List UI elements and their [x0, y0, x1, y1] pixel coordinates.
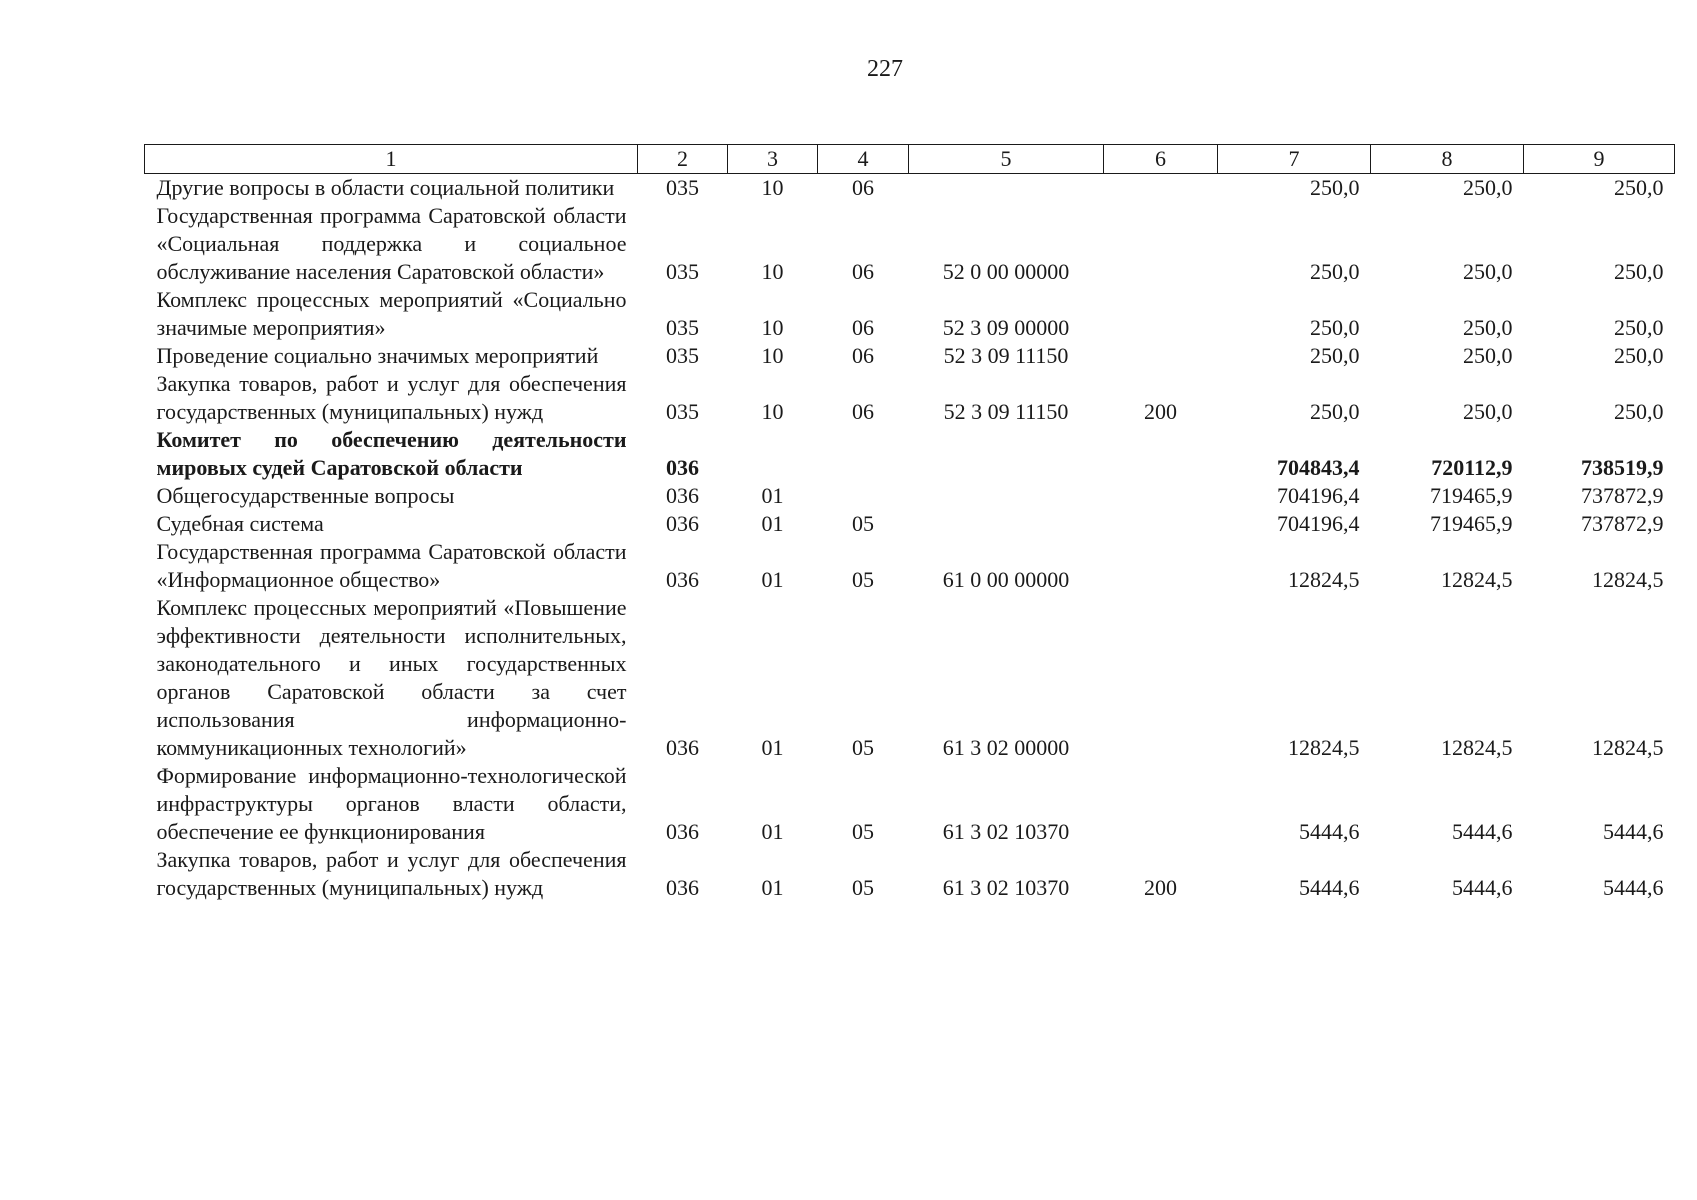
row-subsection: 05	[852, 567, 874, 592]
row-amount-year-3: 250,0	[1614, 399, 1664, 424]
table-header-row	[145, 145, 1675, 174]
row-name: Другие вопросы в области социальной политики	[156, 175, 615, 200]
row-ved-code: 036	[666, 819, 699, 844]
row-target-item	[909, 510, 1104, 538]
table-row	[145, 762, 1675, 846]
row-subsection: 06	[852, 259, 874, 284]
row-amount-year-2: 5444,6	[1452, 875, 1513, 900]
row-name: Государственная программа Саратовской области «Социальная поддержка и социальное обслуживание населения Саратовской области»	[156, 203, 627, 284]
row-target-item: 52 3 09 11150	[943, 399, 1069, 424]
header-col-3: 3	[728, 145, 818, 174]
row-section: 10	[761, 315, 784, 340]
row-expense-type	[1104, 174, 1218, 203]
row-subsection: 05	[852, 875, 874, 900]
row-subsection: 05	[852, 819, 874, 844]
row-amount-year-3: 250,0	[1614, 315, 1664, 340]
row-amount-year-3: 12824,5	[1592, 735, 1664, 760]
row-target-item: 52 0 00 00000	[942, 259, 1070, 284]
table-row	[145, 174, 1675, 203]
row-expense-type	[1104, 426, 1218, 482]
row-section	[728, 426, 818, 482]
header-col-6: 6	[1104, 145, 1218, 174]
row-ved-code: 036	[666, 735, 699, 760]
row-target-item: 61 0 00 00000	[942, 567, 1070, 592]
row-name: Судебная система	[156, 511, 324, 536]
row-section: 01	[761, 567, 784, 592]
row-expense-type	[1104, 342, 1218, 370]
row-amount-year-1: 250,0	[1310, 175, 1360, 200]
row-expense-type: 200	[1144, 875, 1177, 900]
row-expense-type	[1104, 594, 1218, 762]
row-amount-year-2: 250,0	[1463, 343, 1513, 368]
row-name: Проведение социально значимых мероприятий	[156, 343, 599, 368]
row-target-item: 61 3 02 10370	[942, 819, 1070, 844]
row-amount-year-1: 704196,4	[1277, 483, 1360, 508]
table-row	[145, 370, 1675, 426]
row-amount-year-2: 5444,6	[1452, 819, 1513, 844]
row-amount-year-3: 737872,9	[1581, 483, 1664, 508]
row-target-item: 52 3 09 11150	[943, 343, 1069, 368]
row-expense-type: 200	[1144, 399, 1177, 424]
row-amount-year-2: 719465,9	[1430, 483, 1513, 508]
row-amount-year-1: 250,0	[1310, 343, 1360, 368]
header-col-7: 7	[1218, 145, 1371, 174]
row-section: 10	[761, 343, 784, 368]
row-subsection: 06	[852, 343, 874, 368]
row-target-item	[909, 426, 1104, 482]
header-col-1: 1	[145, 145, 638, 174]
row-amount-year-3: 12824,5	[1592, 567, 1664, 592]
row-name: Комитет по обеспечению деятельности мировых судей Саратовской области	[156, 427, 627, 480]
row-name: Закупка товаров, работ и услуг для обеспечения государственных (муниципальных) нужд	[156, 847, 627, 900]
row-amount-year-1: 12824,5	[1288, 735, 1360, 760]
row-section: 10	[761, 175, 784, 200]
row-subsection: 06	[852, 399, 874, 424]
row-expense-type	[1104, 482, 1218, 510]
row-subsection: 05	[852, 511, 874, 536]
row-ved-code: 035	[666, 399, 699, 424]
row-amount-year-3: 250,0	[1614, 259, 1664, 284]
row-amount-year-1: 5444,6	[1299, 875, 1360, 900]
table-row	[145, 426, 1675, 482]
table-row	[145, 510, 1675, 538]
row-name: Комплекс процессных мероприятий «Социально значимые мероприятия»	[156, 287, 627, 340]
row-name: Комплекс процессных мероприятий «Повышение эффективности деятельности исполнительных, законодательного и иных государственных органов Саратовской области за счет использования информационно-коммуникационных технологий»	[156, 595, 627, 760]
header-col-9: 9	[1524, 145, 1675, 174]
row-amount-year-3: 737872,9	[1581, 511, 1664, 536]
row-section: 01	[761, 735, 784, 760]
table-body	[145, 174, 1675, 903]
row-ved-code: 035	[666, 175, 699, 200]
row-subsection: 05	[852, 735, 874, 760]
row-section: 01	[761, 819, 784, 844]
row-amount-year-1: 704843,4	[1277, 455, 1360, 480]
table-row	[145, 286, 1675, 342]
row-name: Формирование информационно-технологической инфраструктуры органов власти области, обеспечение ее функционирования	[156, 763, 627, 844]
budget-table	[144, 144, 1675, 902]
row-amount-year-3: 250,0	[1614, 343, 1664, 368]
row-expense-type	[1104, 762, 1218, 846]
row-name: Государственная программа Саратовской области «Информационное общество»	[156, 539, 627, 592]
row-expense-type	[1104, 202, 1218, 286]
row-subsection	[818, 482, 909, 510]
row-amount-year-2: 12824,5	[1441, 567, 1513, 592]
row-ved-code: 035	[666, 343, 699, 368]
table-row	[145, 202, 1675, 286]
table-row	[145, 342, 1675, 370]
table-row	[145, 482, 1675, 510]
row-amount-year-1: 250,0	[1310, 399, 1360, 424]
row-target-item	[909, 174, 1104, 203]
row-amount-year-2: 250,0	[1463, 399, 1513, 424]
row-amount-year-2: 250,0	[1463, 175, 1513, 200]
row-subsection: 06	[852, 315, 874, 340]
row-amount-year-3: 738519,9	[1581, 455, 1664, 480]
row-amount-year-1: 250,0	[1310, 315, 1360, 340]
row-amount-year-1: 5444,6	[1299, 819, 1360, 844]
row-amount-year-2: 12824,5	[1441, 735, 1513, 760]
row-ved-code: 036	[666, 875, 699, 900]
row-target-item: 61 3 02 10370	[942, 875, 1070, 900]
row-ved-code: 036	[666, 483, 699, 508]
row-amount-year-2: 719465,9	[1430, 511, 1513, 536]
row-section: 10	[761, 259, 784, 284]
header-col-5: 5	[909, 145, 1104, 174]
row-section: 01	[761, 875, 784, 900]
row-ved-code: 035	[666, 315, 699, 340]
row-ved-code: 036	[666, 455, 699, 480]
header-col-4: 4	[818, 145, 909, 174]
row-expense-type	[1104, 286, 1218, 342]
header-col-8: 8	[1371, 145, 1524, 174]
row-section: 10	[761, 399, 784, 424]
row-amount-year-2: 250,0	[1463, 315, 1513, 340]
row-amount-year-2: 250,0	[1463, 259, 1513, 284]
header-col-2: 2	[638, 145, 728, 174]
row-name: Общегосударственные вопросы	[156, 483, 455, 508]
row-section: 01	[761, 511, 784, 536]
page-number: 227	[867, 56, 903, 82]
row-amount-year-3: 5444,6	[1603, 819, 1664, 844]
row-ved-code: 036	[666, 567, 699, 592]
table-row	[145, 538, 1675, 594]
row-ved-code: 035	[666, 259, 699, 284]
row-amount-year-1: 250,0	[1310, 259, 1360, 284]
row-subsection	[818, 426, 909, 482]
row-amount-year-3: 5444,6	[1603, 875, 1664, 900]
row-ved-code: 036	[666, 511, 699, 536]
table-row	[145, 846, 1675, 902]
row-amount-year-3: 250,0	[1614, 175, 1664, 200]
row-amount-year-1: 12824,5	[1288, 567, 1360, 592]
row-expense-type	[1104, 510, 1218, 538]
row-target-item: 61 3 02 00000	[942, 735, 1070, 760]
row-amount-year-2: 720112,9	[1431, 455, 1513, 480]
row-section: 01	[761, 483, 784, 508]
row-amount-year-1: 704196,4	[1277, 511, 1360, 536]
table-row	[145, 594, 1675, 762]
row-subsection: 06	[852, 175, 874, 200]
row-target-item: 52 3 09 00000	[942, 315, 1070, 340]
row-expense-type	[1104, 538, 1218, 594]
row-name: Закупка товаров, работ и услуг для обеспечения государственных (муниципальных) нужд	[156, 371, 627, 424]
row-target-item	[909, 482, 1104, 510]
